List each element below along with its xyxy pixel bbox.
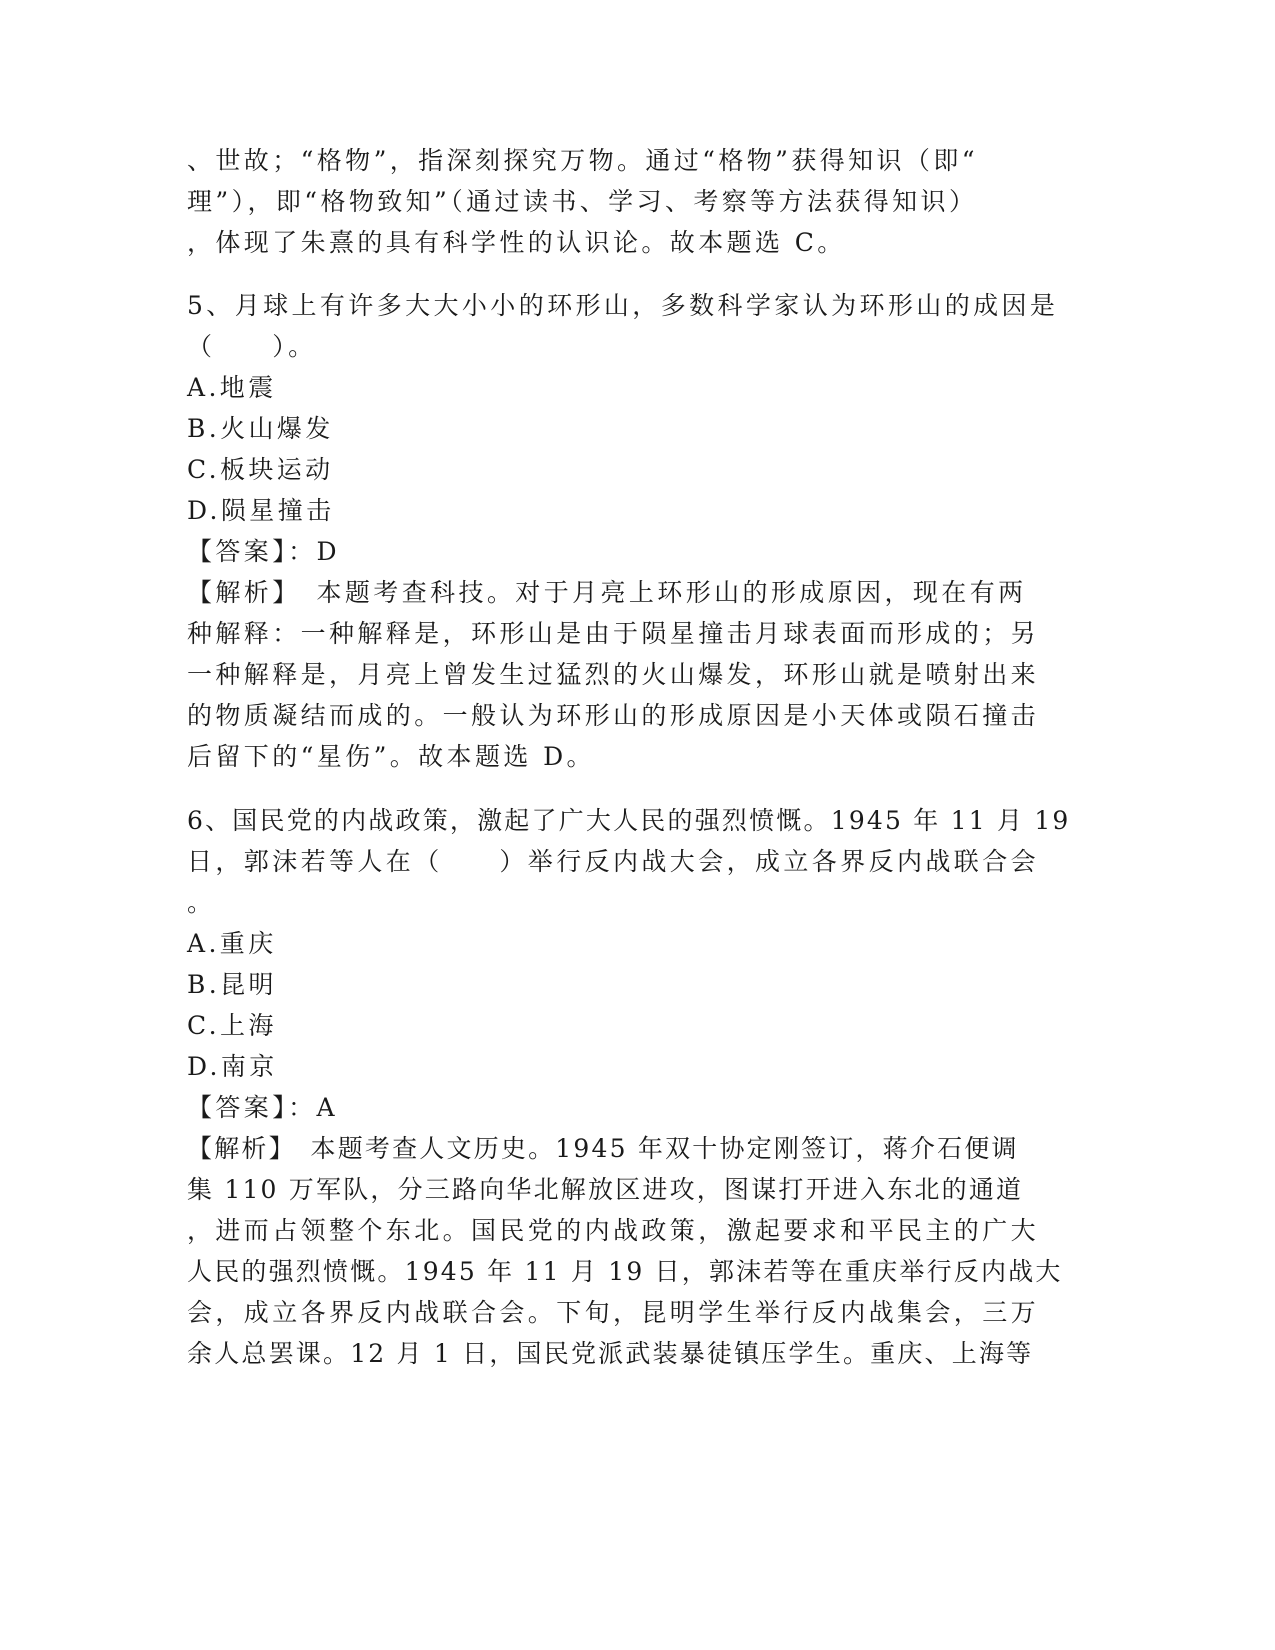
prev-explanation-line-3: ，体现了朱熹的具有科学性的认识论。故本题选 C。 [187, 228, 846, 257]
question-5-option-c: C.板块运动 [187, 455, 334, 484]
question-6-option-a: A.重庆 [187, 929, 277, 958]
prev-explanation-line-1: 、世故；“格物”，指深刻探究万物。通过“格物”获得知识（即“ [187, 146, 978, 175]
question-6-explanation-line-2: 集 110 万军队，分三路向华北解放区进攻，图谋打开进入东北的通道 [187, 1175, 1024, 1204]
question-6-text-line-2: 日，郭沫若等人在（ ）举行反内战大会，成立各界反内战联合会 [187, 847, 1040, 876]
question-6-option-d: D.南京 [187, 1052, 278, 1081]
question-5-answer: 【答案】：D [187, 537, 340, 566]
question-5-explanation-line-3: 一种解释是，月亮上曾发生过猛烈的火山爆发，环形山就是喷射出来 [187, 660, 1040, 689]
question-6-explanation-line-4: 人民的强烈愤慨。1945 年 11 月 19 日，郭沫若等在重庆举行反内战大 [187, 1257, 1063, 1286]
prev-explanation-line-2: 理”），即“格物致知”（通过读书、学习、考察等方法获得知识） [187, 187, 978, 216]
question-5-text-line-1: 5、月球上有许多大大小小的环形山，多数科学家认为环形山的成因是 [187, 291, 1059, 320]
question-6-option-b: B.昆明 [187, 970, 277, 999]
question-6-explanation-line-1: 【解析】 本题考查人文历史。1945 年双十协定刚签订，蒋介石便调 [187, 1134, 1019, 1163]
question-5-explanation-line-1: 【解析】 本题考查科技。对于月亮上环形山的形成原因，现在有两 [187, 578, 1027, 607]
question-6-explanation-line-6: 余人总罢课。12 月 1 日，国民党派武装暴徒镇压学生。重庆、上海等 [187, 1339, 1034, 1368]
question-5-option-d: D.陨星撞击 [187, 496, 335, 525]
question-5-explanation-line-4: 的物质凝结而成的。一般认为环形山的形成原因是小天体或陨石撞击 [187, 701, 1040, 730]
question-5-explanation-line-2: 种解释：一种解释是，环形山是由于陨星撞击月球表面而形成的；另 [187, 619, 1040, 648]
question-6-answer: 【答案】：A [187, 1093, 338, 1122]
question-5-explanation-line-5: 后留下的“星伤”。故本题选 D。 [187, 742, 595, 771]
question-6-text-line-1: 6、国民党的内战政策，激起了广大人民的强烈愤慨。1945 年 11 月 19 [187, 806, 1071, 835]
question-6-explanation-line-3: ，进而占领整个东北。国民党的内战政策，激起要求和平民主的广大 [187, 1216, 1040, 1245]
question-5-option-b: B.火山爆发 [187, 414, 334, 443]
question-5-text-line-2: （ ）。 [187, 332, 317, 361]
question-5-option-a: A.地震 [187, 373, 277, 402]
question-6-option-c: C.上海 [187, 1011, 277, 1040]
question-6-text-line-3: 。 [187, 888, 216, 917]
question-6-explanation-line-5: 会，成立各界反内战联合会。下旬，昆明学生举行反内战集会，三万 [187, 1298, 1040, 1327]
